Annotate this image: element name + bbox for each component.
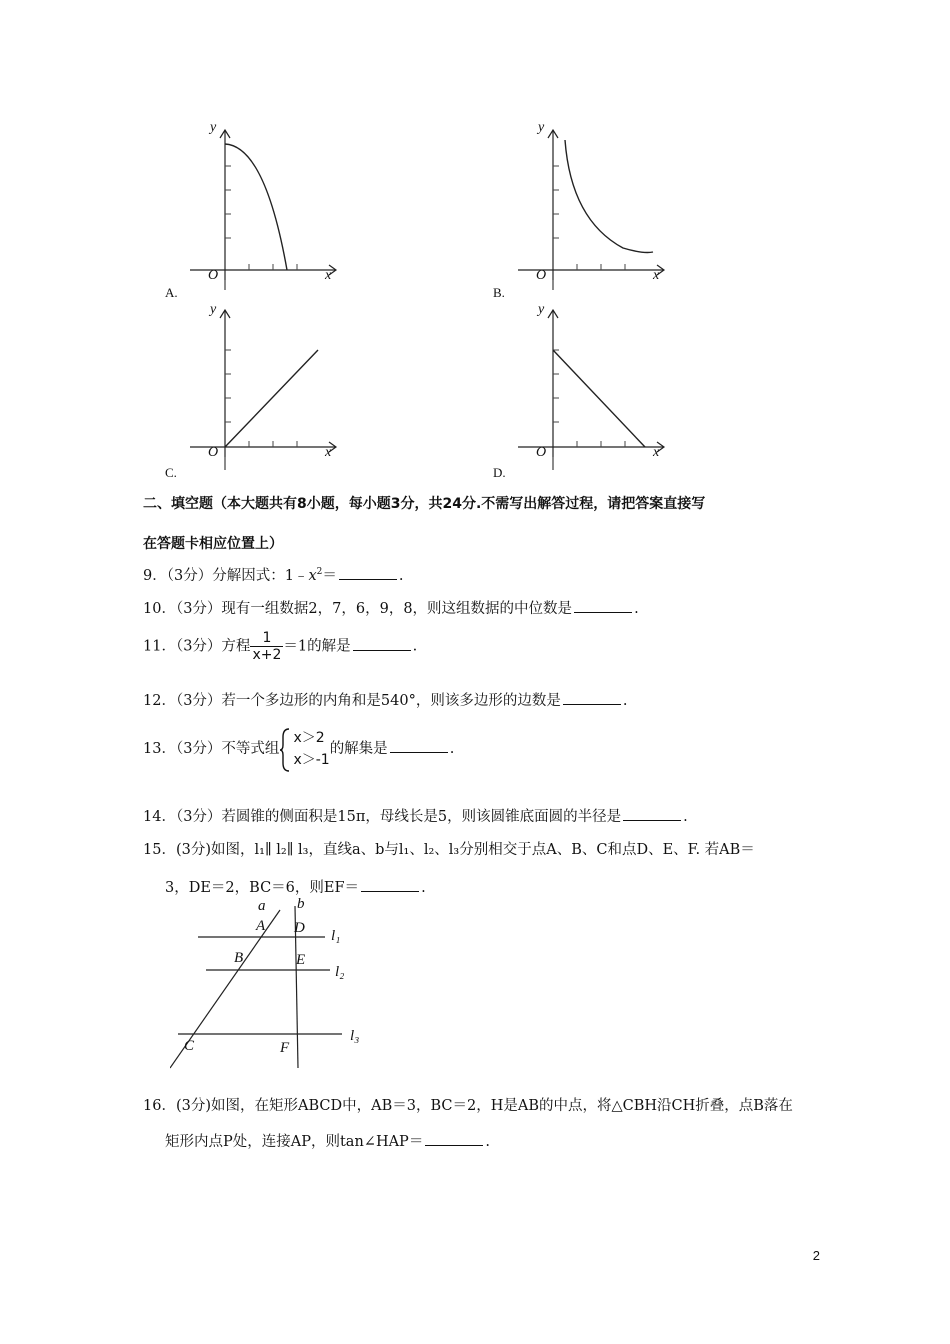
label-C: C — [184, 1038, 195, 1054]
q16-text: 矩形内点P处，连接AP，则tan∠HAP＝ — [165, 1134, 424, 1150]
graph-b-plot — [493, 120, 673, 300]
graph-c-plot — [165, 302, 345, 482]
q13-prefix: 13．（3分）不等式组 — [143, 741, 280, 757]
option-label: B. — [493, 285, 505, 300]
answer-blank[interactable] — [425, 1131, 483, 1146]
question-14 — [143, 805, 688, 826]
inequality-row-2: x＞-1 — [293, 752, 330, 768]
q11-prefix: 11．（3分）方程 — [143, 638, 251, 655]
y-axis-label: y — [210, 302, 217, 317]
section-heading — [143, 484, 813, 564]
q9-prefix: 9．（3分）分解因式：1﹣ — [143, 568, 309, 584]
answer-blank[interactable] — [574, 598, 632, 613]
answer-blank[interactable] — [390, 738, 448, 753]
question-10 — [143, 597, 639, 618]
label-A: A — [256, 918, 266, 934]
q14-text: 14．（3分）若圆锥的侧面积是15π，母线长是5，则该圆锥底面圆的半径是 — [143, 809, 622, 825]
question-11 — [143, 630, 417, 663]
answer-blank[interactable] — [623, 806, 681, 821]
page-number: 2 — [812, 1248, 820, 1263]
graph-option-a — [165, 120, 332, 300]
origin-label: O — [208, 445, 219, 460]
section-heading-line1: 二、填空题（本大题共有8小题，每小题3分，共24分.不需写出解答过程，请把答案直接写 — [143, 496, 706, 512]
question-15-line1: 15．(3分)如图，l₁∥ l₂∥ l₃，直线a、b与l₁、l₂、l₃分别相交于点A、B、C和点D、E、F. 若AB＝ — [143, 842, 755, 858]
answer-blank[interactable] — [563, 690, 621, 705]
question-16-line1: 16．(3分)如图，在矩形ABCD中，AB＝3，BC＝2，H是AB的中点，将△CBH沿CH折叠，点B落在 — [143, 1098, 793, 1114]
question-16-line2 — [165, 1130, 490, 1151]
y-axis-label: y — [538, 302, 545, 317]
label-l2: l₂ — [335, 964, 345, 980]
q13-end: . — [449, 741, 455, 757]
x-axis-label: x — [653, 268, 660, 283]
origin-label: O — [536, 268, 547, 283]
q10-text: 10．（3分）现有一组数据2，7，6，9，8，则这组数据的中位数是 — [143, 601, 573, 617]
q14-end: . — [683, 809, 688, 825]
fraction — [250, 630, 283, 663]
graph-d-plot — [493, 302, 673, 482]
answer-blank[interactable] — [339, 565, 397, 580]
label-l3: l₃ — [350, 1028, 360, 1044]
label-D: D — [294, 920, 305, 936]
origin-label: O — [208, 268, 219, 283]
fraction-numerator: 1 — [250, 630, 283, 647]
option-label: A. — [165, 285, 178, 300]
x-axis-label: x — [325, 268, 332, 283]
q16-end: . — [485, 1134, 490, 1150]
label-l1: l₁ — [331, 928, 341, 944]
y-axis-label: y — [210, 120, 217, 135]
origin-label: O — [536, 445, 547, 460]
x-axis-label: x — [325, 445, 332, 460]
q11-end: . — [412, 638, 418, 655]
q13-suffix: 的解集是 — [329, 741, 388, 757]
section-heading-line2: 在答题卡相应位置上） — [143, 536, 283, 552]
graph-option-d — [493, 302, 660, 480]
inequality-row-1: x＞2 — [293, 730, 325, 746]
graph-a-plot — [165, 120, 345, 300]
question-9 — [143, 564, 403, 585]
parallel-lines-figure — [170, 900, 380, 1075]
label-b: b — [297, 896, 305, 912]
q9-end: . — [398, 568, 404, 584]
label-B: B — [234, 950, 244, 966]
answer-blank[interactable] — [353, 636, 411, 651]
x-axis-label: x — [653, 445, 660, 460]
q9-eq: ＝ — [322, 568, 337, 584]
brace-icon — [279, 727, 291, 773]
question-15-line2 — [165, 876, 426, 897]
graph-option-b — [493, 120, 660, 300]
option-label: D. — [493, 465, 506, 480]
fraction-denominator: x+2 — [252, 647, 282, 663]
q11-suffix: ＝1的解是 — [283, 638, 351, 655]
q12-end: . — [622, 693, 628, 709]
inequality-system — [279, 727, 329, 771]
q9-sup: 2 — [316, 567, 323, 578]
option-label: C. — [165, 465, 177, 480]
y-axis-label: y — [538, 120, 545, 135]
question-12 — [143, 689, 627, 710]
label-E: E — [296, 952, 306, 968]
figure-15 — [170, 896, 380, 1075]
q15-end: . — [421, 880, 426, 896]
label-a: a — [258, 898, 266, 914]
q15-text: 3，DE＝2，BC＝6，则EF＝ — [165, 880, 360, 896]
q9-var: x — [308, 568, 317, 584]
question-13 — [143, 727, 454, 771]
answer-blank[interactable] — [361, 877, 419, 892]
q12-text: 12．（3分）若一个多边形的内角和是540°，则该多边形的边数是 — [143, 693, 561, 709]
label-F: F — [280, 1040, 290, 1056]
q10-end: . — [634, 601, 639, 617]
graph-option-c — [165, 302, 332, 480]
